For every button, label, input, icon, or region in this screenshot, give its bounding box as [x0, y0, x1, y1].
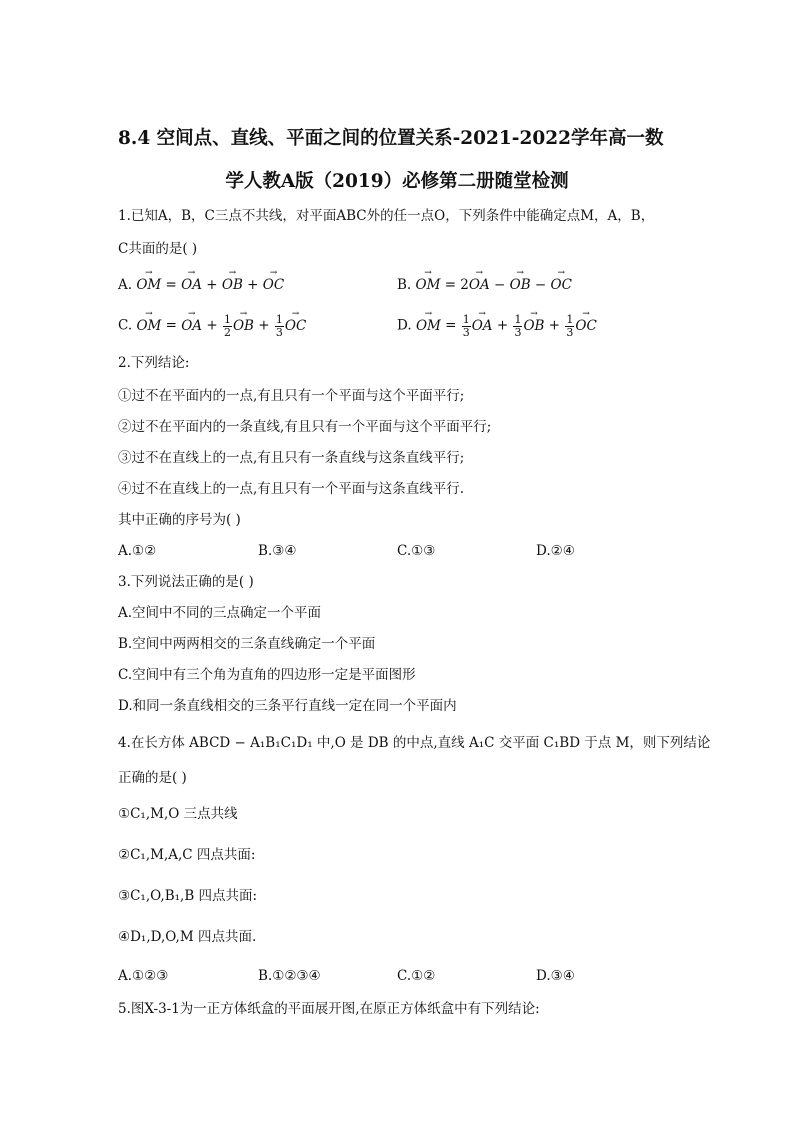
q4-option-d: D.③④: [536, 968, 575, 984]
q2-option-d: D.②④: [536, 543, 575, 559]
q5-stem: 5.图X-3-1为一正方体纸盒的平面展开图,在原正方体纸盒中有下列结论:: [118, 1001, 540, 1017]
q2-statement-3: ③过不在直线上的一点,有且只有一条直线与这条直线平行;: [118, 450, 465, 466]
q3-option-d: D.和同一条直线相交的三条平行直线一定在同一个平面内: [118, 698, 457, 714]
q2-option-b: B.③④: [258, 543, 297, 559]
q4-option-c: C.①②: [397, 968, 436, 984]
q2-option-a: A.①②: [118, 543, 157, 559]
q3-option-a: A.空间中不同的三点确定一个平面: [118, 605, 322, 621]
doc-title-line1: 8.4 空间点、直线、平面之间的位置关系-2021-2022学年高一数: [118, 128, 664, 149]
q1-option-d: D. → OM = $\frac{1}{3}$ → OA + $\frac{1}{3}$ → OB + $\frac{1}{3}$ → OC: [397, 314, 597, 338]
q1-stem-line1: 1.已知A，B，C三点不共线，对平面ABC外的任一点O，下列条件中能确定点M，A，B，: [118, 208, 655, 224]
q4-option-b: B.①②③④: [258, 968, 321, 984]
q2-option-c: C.①③: [397, 543, 436, 559]
q2-statement-4: ④过不在直线上的一点,有且只有一个平面与这条直线平行.: [118, 481, 465, 497]
q1-stem-line2: C共面的是( ): [118, 241, 198, 257]
q2-stem: 2.下列结论:: [118, 355, 190, 371]
q4-option-a: A.①②③: [118, 968, 169, 984]
q4-statement-1: ①C₁,M,O 三点共线: [118, 806, 238, 822]
q4-stem-line2: 正确的是( ): [118, 770, 187, 786]
q1-option-c: C. → OM = → OA + $\frac{1}{2}$ → OB + $\frac{1}{3}$ → OC: [118, 314, 306, 338]
q1-option-a: A. → OM = → OA + → OB + → OC: [118, 279, 284, 293]
q2-statement-2: ②过不在平面内的一条直线,有且只有一个平面与这个平面平行;: [118, 419, 492, 435]
q3-option-c: C.空间中有三个角为直角的四边形一定是平面图形: [118, 667, 416, 683]
q4-stem-line1: 4.在长方体 ABCD − A₁B₁C₁D₁ 中,O 是 DB 的中点,直线 A₁C 交平面 C₁BD 于点 M，则下列结论: [118, 735, 711, 751]
q3-stem: 3.下列说法正确的是( ): [118, 574, 254, 590]
q2-statement-1: ①过不在平面内的一点,有且只有一个平面与这个平面平行;: [118, 388, 465, 404]
doc-title-line2: 学人教A版（2019）必修第二册随堂检测: [225, 171, 569, 192]
q3-option-b: B.空间中两两相交的三条直线确定一个平面: [118, 636, 376, 652]
q4-statement-3: ③C₁,O,B₁,B 四点共面:: [118, 888, 258, 904]
q4-statement-4: ④D₁,D,O,M 四点共面.: [118, 929, 257, 945]
q1-option-b: B. → OM = 2→ OA − → OB − → OC: [397, 279, 572, 293]
q4-statement-2: ②C₁,M,A,C 四点共面:: [118, 847, 256, 863]
q2-question: 其中正确的序号为( ): [118, 512, 241, 528]
